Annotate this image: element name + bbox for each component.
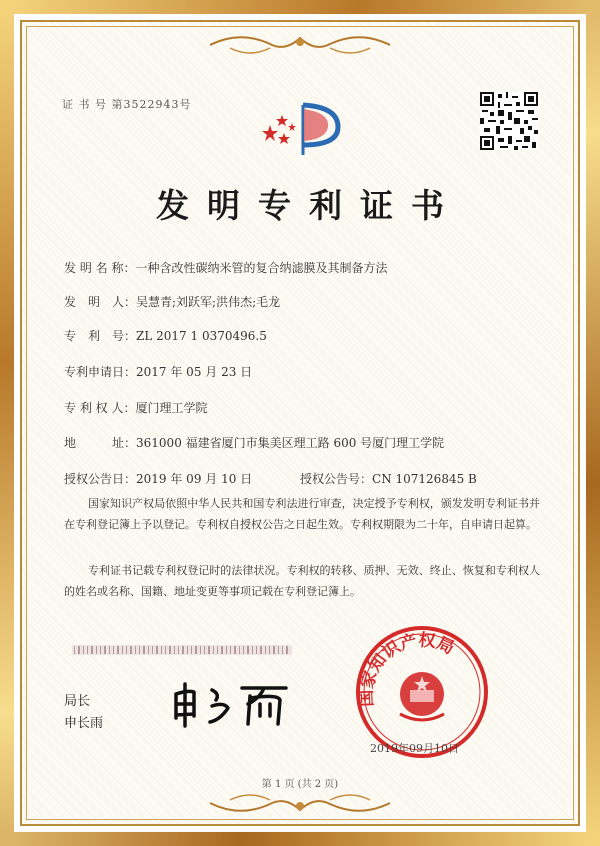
cnipa-logo-icon [258, 95, 348, 165]
filing-date-row [64, 363, 252, 380]
grant-number-label: 授权公告号： [300, 472, 373, 486]
patentee-row [64, 399, 207, 416]
svg-text:国家知识产权局: 国家知识产权局 [356, 630, 458, 708]
grant-number-value: CN 107126845 B [372, 472, 477, 486]
patentee-label: 专 利 权 人： [64, 401, 136, 415]
patent-number-value: ZL 2017 1 0370496.5 [136, 329, 267, 343]
filing-date-label: 专利申请日： [64, 365, 137, 379]
qr-code-icon [480, 92, 538, 150]
grant-statement-paragraph: 国家知识产权局依照中华人民共和国专利法进行审查，决定授予专利权，颁发发明专利证书并在专利登记簿上予以登记。专利权自授权公告之日起生效。专利权期限为二十年，自申请日起算。 [64, 497, 540, 531]
grant-number-row [300, 470, 477, 487]
security-strip [72, 645, 292, 655]
director-title: 局长 [64, 694, 91, 709]
address-value: 361000 福建省厦门市集美区理工路 600 号厦门理工学院 [136, 436, 445, 450]
top-ornament [200, 30, 400, 60]
patent-number-row [64, 327, 267, 344]
invention-name-row [64, 259, 387, 276]
patentee-value: 厦门理工学院 [135, 401, 208, 415]
invention-name-label: 发 明 名 称： [64, 261, 136, 275]
inventors-row [64, 293, 280, 310]
patent-number-label: 专 利 号： [64, 329, 137, 343]
certificate-title: 发明专利证书 [156, 186, 462, 225]
seal-date: 2019年09月10日 [370, 742, 459, 755]
certificate-number: 证 书 号 第3522943号 [62, 98, 192, 111]
grant-date-row [64, 470, 252, 487]
address-label: 地 址： [64, 436, 137, 450]
inventors-value: 吴慧青;刘跃军;洪伟杰;毛龙 [136, 295, 281, 309]
address-row [64, 434, 444, 451]
inventors-label: 发 明 人： [64, 295, 137, 309]
page-number: 第 1 页 (共 2 页) [261, 779, 339, 790]
legal-status-paragraph: 专利证书记载专利权登记时的法律状况。专利权的转移、质押、无效、终止、恢复和专利权人的姓名或名称、国籍、地址变更等事项记载在专利登记簿上。 [64, 564, 540, 598]
invention-name-value: 一种含改性碳纳米管的复合纳滤膜及其制备方法 [135, 261, 388, 275]
director-name: 申长雨 [64, 716, 104, 731]
filing-date-value: 2017 年 05 月 23 日 [136, 365, 253, 379]
bottom-ornament [200, 788, 400, 818]
grant-date-value: 2019 年 09 月 10 日 [136, 472, 253, 486]
grant-date-label: 授权公告日： [64, 472, 137, 486]
handwritten-signature [168, 680, 298, 728]
